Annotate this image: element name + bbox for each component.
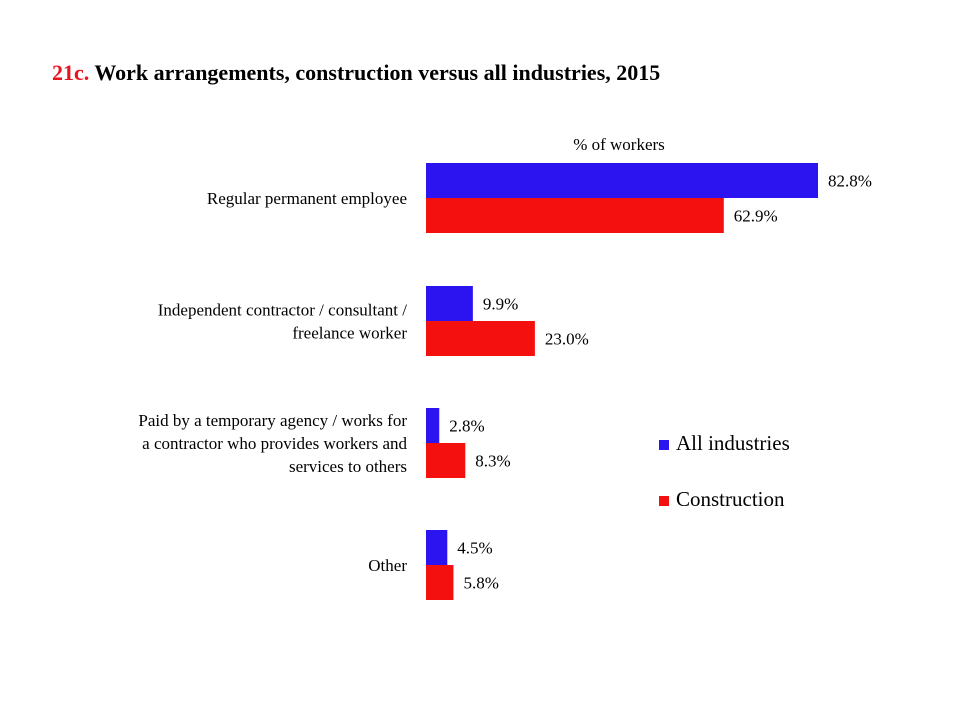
x-axis-label: % of workers [573, 135, 665, 154]
legend-swatch [659, 440, 669, 450]
category-label: Regular permanent employee [206, 189, 407, 208]
category-label: Other [368, 556, 407, 575]
bar-all-industries [426, 286, 473, 321]
bar-construction [426, 198, 724, 233]
bar-all-industries [426, 408, 439, 443]
value-label: 23.0% [544, 329, 589, 349]
chart-title-number: 21c. [52, 60, 90, 85]
bar-all-industries [426, 530, 447, 565]
labels-group [138, 172, 872, 593]
legend-label: Construction [676, 487, 785, 511]
value-label: 82.8% [828, 171, 872, 191]
bar-construction [426, 565, 453, 600]
bars-group [426, 163, 818, 600]
value-label: 9.9% [482, 294, 519, 314]
value-label: 5.8% [463, 573, 499, 593]
category-label: Paid by a temporary agency / works for a contractor who provides workers and services to others [138, 411, 407, 476]
bar-construction [426, 321, 535, 356]
bar-all-industries [426, 163, 818, 198]
value-label: 8.3% [475, 451, 511, 471]
chart-title-text: Work arrangements, construction versus all industries, 2015 [94, 60, 661, 85]
category-label: Independent contractor / consultant / freelance worker [157, 300, 407, 343]
legend [659, 431, 790, 511]
value-label: 62.9% [733, 206, 778, 226]
legend-swatch [659, 496, 669, 506]
value-label: 2.8% [449, 416, 485, 436]
legend-label: All industries [676, 431, 790, 455]
value-label: 4.5% [457, 538, 493, 558]
bar-construction [426, 443, 465, 478]
